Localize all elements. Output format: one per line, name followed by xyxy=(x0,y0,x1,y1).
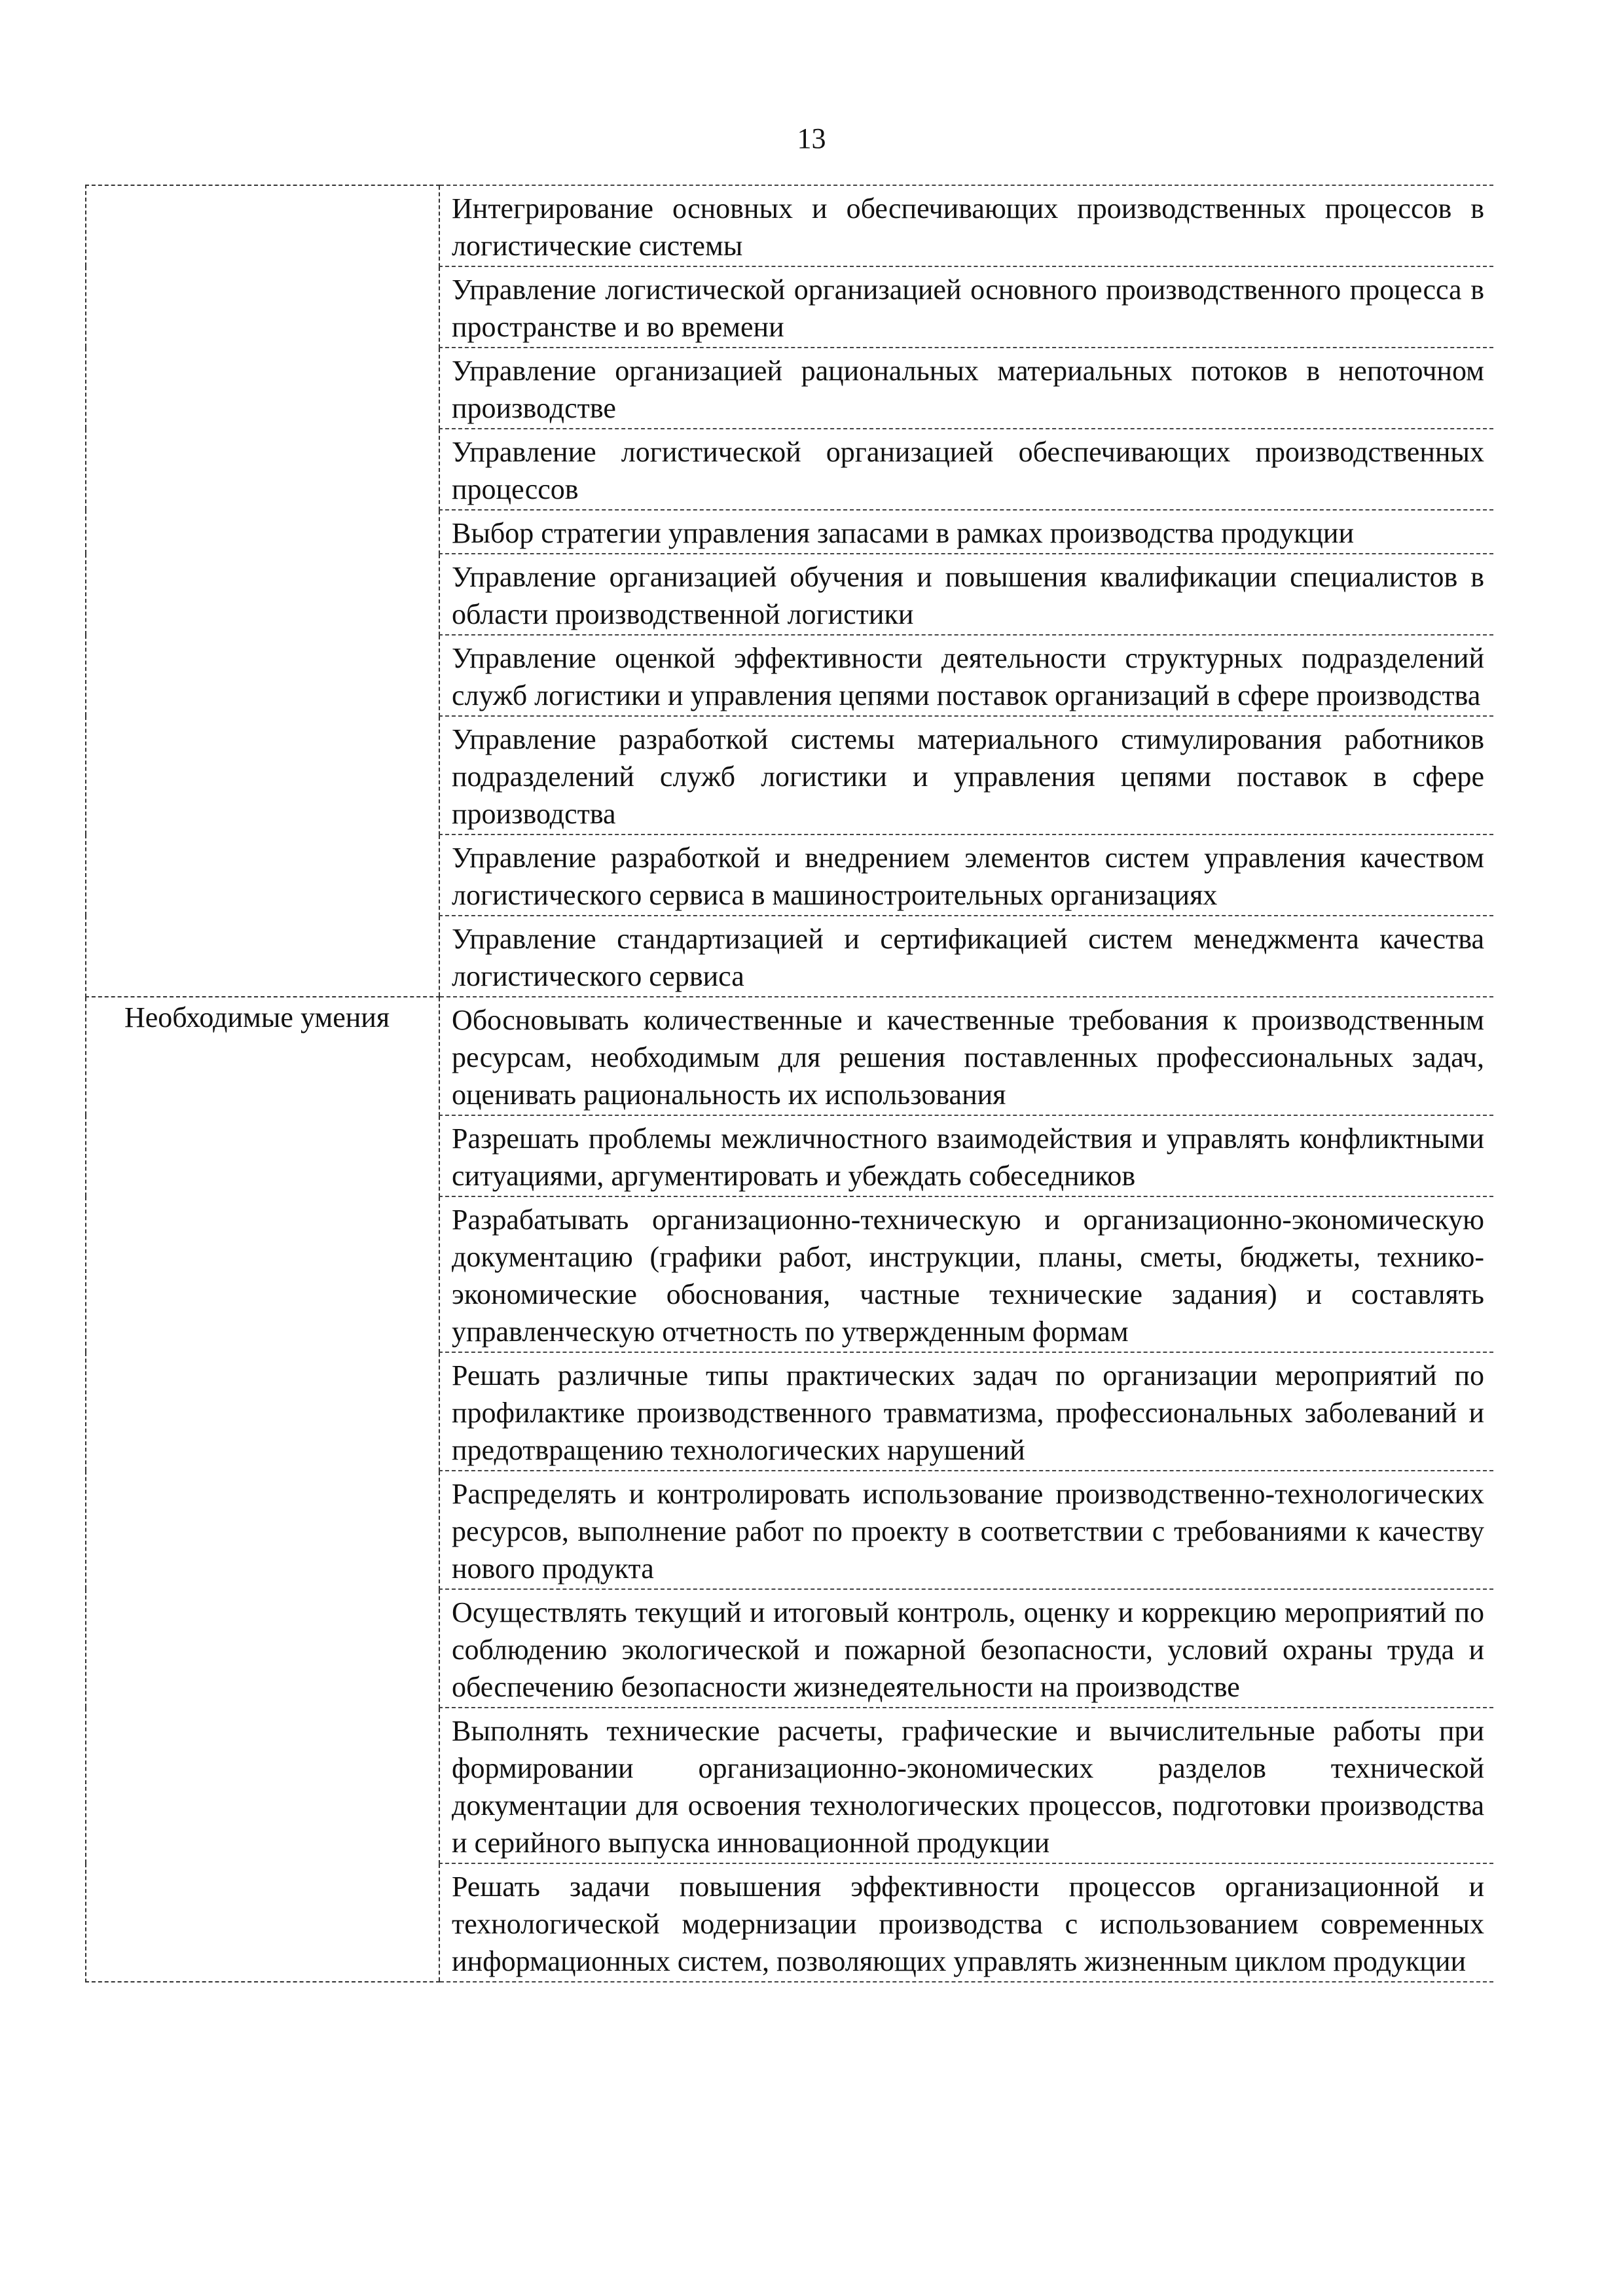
list-item: Интегрирование основных и обеспечивающих производственных процессов в логистические системы xyxy=(439,185,1493,266)
list-item: Управление организацией рациональных материальных потоков в непоточном производстве xyxy=(439,348,1493,429)
list-item: Выбор стратегии управления запасами в рамках производства продукции xyxy=(439,510,1493,554)
list-item: Обосновывать количественные и качественные требования к производственным ресурсам, необходимым для решения поставленных профессиональных задач, оценивать рациональность их использования xyxy=(439,997,1493,1115)
list-item: Управление логистической организацией обеспечивающих производственных процессов xyxy=(439,429,1493,510)
section-label-required-skills: Необходимые умения xyxy=(124,1001,390,1033)
list-item: Управление стандартизацией и сертификацией систем менеджмента качества логистического сервиса xyxy=(439,916,1493,997)
table-row xyxy=(86,185,1493,266)
list-item: Управление разработкой системы материального стимулирования работников подразделений служб логистики и управления цепями поставок в сфере производства xyxy=(439,716,1493,834)
list-item: Управление разработкой и внедрением элементов систем управления качеством логистического сервиса в машиностроительных организациях xyxy=(439,834,1493,916)
list-item: Управление оценкой эффективности деятельности структурных подразделений служб логистики и управления цепями поставок организаций в сфере производства xyxy=(439,635,1493,716)
list-item: Решать различные типы практических задач по организации мероприятий по профилактике производственного травматизма, профессиональных заболеваний и предотвращению технологических нарушений xyxy=(439,1352,1493,1471)
list-item: Выполнять технические расчеты, графические и вычислительные работы при формировании организационно-экономических разделов технической документации для освоения технологических процессов, подготовки производства и серийного выпуска инновационной продукции xyxy=(439,1708,1493,1863)
list-item: Разрабатывать организационно-техническую и организационно-экономическую документацию (графики работ, инструкции, планы, сметы, бюджеты, технико-экономические обоснования, частные технические задания) и составлять управленческую отчетность по утвержденным формам xyxy=(439,1196,1493,1352)
table-row xyxy=(86,997,1493,1115)
list-item: Осуществлять текущий и итоговый контроль, оценку и коррекцию мероприятий по соблюдению экологической и пожарной безопасности, условий охраны труда и обеспечению безопасности жизнедеятельности на производстве xyxy=(439,1589,1493,1708)
page-number: 13 xyxy=(797,122,826,154)
list-item: Управление организацией обучения и повышения квалификации специалистов в области производственной логистики xyxy=(439,554,1493,635)
section-label-cell xyxy=(86,185,439,997)
list-item: Решать задачи повышения эффективности процессов организационной и технологической модернизации производства с использованием современных информационных систем, позволяющих управлять жизненным циклом продукции xyxy=(439,1863,1493,1982)
list-item: Разрешать проблемы межличностного взаимодействия и управлять конфликтными ситуациями, аргументировать и убеждать собеседников xyxy=(439,1115,1493,1196)
competency-table xyxy=(85,185,1493,1982)
list-item: Управление логистической организацией основного производственного процесса в пространстве и во времени xyxy=(439,266,1493,348)
list-item: Распределять и контролировать использование производственно-технологических ресурсов, выполнение работ по проекту в соответствии с требованиями к качеству нового продукта xyxy=(439,1471,1493,1589)
section-label xyxy=(86,186,439,187)
section-label-cell xyxy=(86,997,439,1982)
